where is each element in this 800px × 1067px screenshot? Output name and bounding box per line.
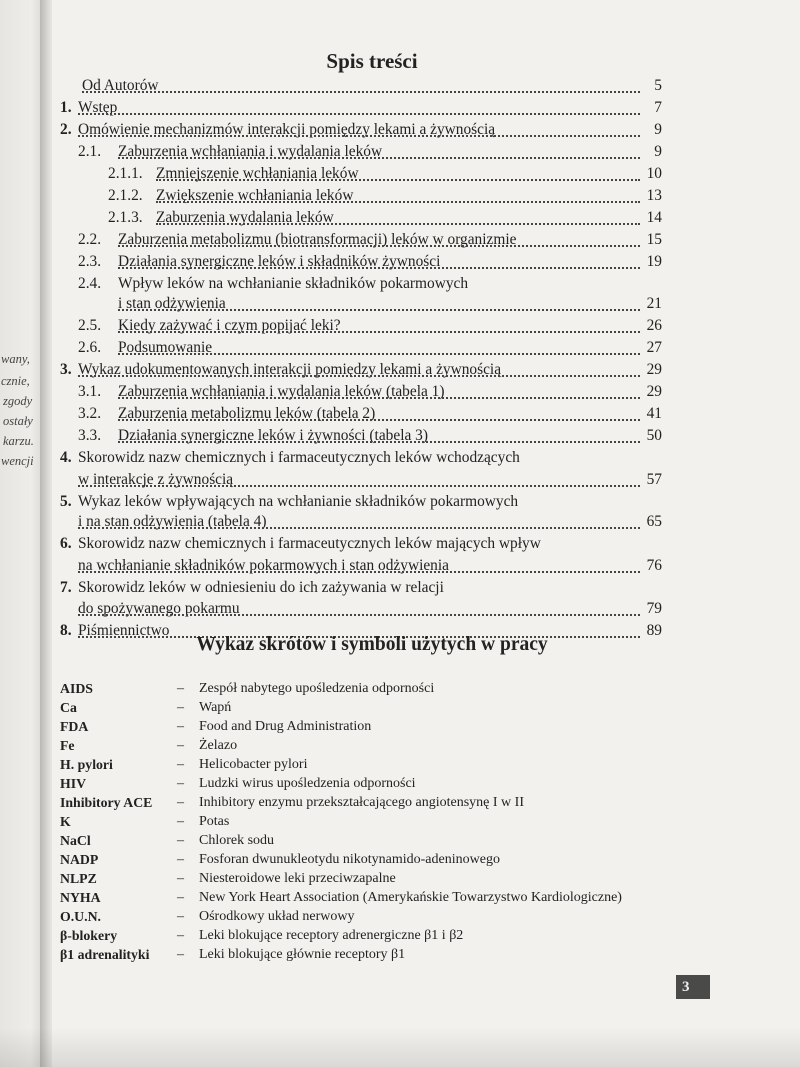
toc-entry-page: 5 [650,76,662,96]
toc-entry-number: 7. [60,579,72,596]
toc-entry [52,98,662,118]
toc-entry-label-line2: i na stan odżywienia (tabela 4) [78,512,272,532]
toc-entry [52,208,662,228]
abbreviation-dash: – [177,833,184,848]
toc-entry-number: 2.1.2. [108,187,143,204]
toc-entry [52,360,662,380]
abbreviation-dash: – [177,738,184,753]
abbreviation-dash: – [177,795,184,810]
toc-entry-page: 10 [643,164,662,184]
abbreviation-key: Inhibitory ACE [60,795,153,810]
abbreviation-value: Niesteroidowe leki przeciwzapalne [199,871,396,886]
abbreviation-key: NaCl [60,833,91,848]
toc-entry-number: 2.2. [78,231,102,248]
toc-entry [52,120,662,140]
abbreviation-dash: – [177,852,184,867]
toc-entry-page: 19 [643,252,662,272]
toc-entry-page: 76 [643,556,662,576]
toc-entry-label: Kiedy zażywać i czym popijać leki? [118,316,347,336]
toc-entry-number: 2.1.3. [108,209,143,226]
abbreviation-key: HIV [60,776,87,791]
abbreviation-dash: – [177,681,184,696]
toc-entry-page: 65 [643,512,662,532]
toc-entry-continuation [52,599,662,619]
abbreviation-value: Ludzki wirus upośledzenia odporności [199,776,416,791]
abbreviation-dash: – [177,909,184,924]
abbreviation-dash: – [177,890,184,905]
toc-entry [52,186,662,206]
toc-entry-continuation [52,556,662,576]
toc-entry [52,164,662,184]
abbreviation-dash: – [177,700,184,715]
toc-entry-label-line2: w interakcje z żywnością [78,470,239,490]
toc-entry-page: 21 [643,294,662,314]
abbreviation-value: Żelazo [199,738,238,753]
toc-entry-page: 27 [643,338,662,358]
toc-entry [52,252,662,272]
toc-entry-page: 89 [643,621,662,641]
abbreviation-value: Potas [199,814,230,829]
toc-entry-page: 79 [643,599,662,619]
page-number-badge: 3 [676,975,710,999]
abbreviation-key: H. pylori [60,757,113,772]
abbreviation-value: Food and Drug Administration [199,719,372,734]
toc-entry [52,338,662,358]
toc-entry-page: 41 [643,404,662,424]
toc-entry-number: 3.3. [78,427,102,444]
toc-entry-number: 2. [60,121,72,138]
toc-entry-number: 3.2. [78,405,102,422]
toc-entry-number: 3. [60,361,72,378]
abbreviation-key: β1 adrenalityki [60,947,150,962]
toc-entry-continuation [52,470,662,490]
toc-entry [52,142,662,162]
toc-entry-label-line2: na wchłanianie składników pokarmowych i stan odżywienia [78,556,455,576]
left-page-text: wany, [1,352,30,366]
abbreviation-value: Zespół nabytego upośledzenia odporności [199,681,435,696]
toc-entry-page: 14 [643,208,662,228]
toc-entry [52,274,662,294]
toc-entry-number: 1. [60,99,72,116]
abbreviation-dash: – [177,871,184,886]
toc-entry [52,578,662,598]
toc-entry-number: 2.4. [78,275,102,292]
left-page-text: zgody [3,394,33,408]
toc-entry-label: Od Autorów [82,76,165,96]
toc-entry [52,76,662,96]
toc-entry-number: 2.1. [78,143,102,160]
toc-entry-number: 6. [60,535,72,552]
toc-entry-label: Zwiększenie wchłaniania leków [156,186,359,206]
toc-entry-number: 2.6. [78,339,102,356]
toc-entry-label: Podsumowanie [118,338,218,358]
abbreviation-value: New York Heart Association (Amerykańskie Towarzystwo Kardiologiczne) [199,890,622,905]
abbreviations-title: Wykaz skrótów i symboli użytych w pracy [196,634,548,655]
left-page-text: ostały [3,414,33,428]
abbreviation-dash: – [177,928,184,943]
toc-entry-label: Zaburzenia metabolizmu (biotransformacji) leków w organizmie [118,230,522,250]
toc-entry [52,492,662,512]
toc-entry-label: Zaburzenia wydalania leków [156,208,340,228]
left-page-edge [0,0,44,1067]
toc-entry-page: 9 [650,142,662,162]
contents-title: Spis treści [326,49,418,73]
toc-entry-label: Skorowidz leków w odniesieniu do ich zażywania w relacji [78,578,450,598]
left-page-text: karzu. [3,434,34,448]
abbreviation-value: Leki blokujące głównie receptory β1 [199,947,406,962]
abbreviation-value: Fosforan dwunukleotydu nikotynamido-adeninowego [199,852,500,867]
toc-entry-number: 2.3. [78,253,102,270]
toc-entry-number: 8. [60,622,72,639]
toc-entry-label: Zaburzenia wchłaniania i wydalania leków (tabela 1) [118,382,450,402]
toc-entry-label: Skorowidz nazw chemicznych i farmaceutycznych leków mających wpływ [78,534,547,554]
toc-entry-label: Wstęp [78,98,123,118]
page-bottom-shadow [0,1027,800,1067]
abbreviation-value: Wapń [199,700,232,715]
abbreviation-key: NYHA [60,890,101,905]
toc-entry-label: Skorowidz nazw chemicznych i farmaceutycznych leków wchodzących [78,448,526,468]
abbreviation-value: Ośrodkowy układ nerwowy [199,909,355,924]
abbreviation-key: K [60,814,71,829]
abbreviation-key: NLPZ [60,871,97,886]
toc-entry-page: 29 [643,360,662,380]
abbreviation-value: Chlorek sodu [199,833,275,848]
toc-entry-number: 2.1.1. [108,165,143,182]
abbreviation-key: Fe [60,738,75,753]
left-page-text: wencji [1,454,34,468]
abbreviation-value: Inhibitory enzymu przekształcającego angiotensynę I w II [199,795,524,810]
toc-entry-label: Wykaz udokumentowanych interakcji pomiędzy lekami a żywnością [78,360,507,380]
left-page-text: cznie, [1,374,30,388]
toc-entry [52,230,662,250]
abbreviation-dash: – [177,947,184,962]
abbreviation-key: AIDS [60,681,93,696]
toc-entry-label: Omówienie mechanizmów interakcji pomiędzy lekami a żywnością [78,120,501,140]
toc-entry-label: Zmniejszenie wchłaniania leków [156,164,365,184]
toc-entry-page: 50 [643,426,662,446]
abbreviation-key: NADP [60,852,99,867]
toc-entry-number: 5. [60,493,72,510]
toc-entry-page: 15 [643,230,662,250]
toc-entry-page: 26 [643,316,662,336]
toc-entry [52,426,662,446]
abbreviation-key: Ca [60,700,77,715]
toc-entry-label-line2: do spożywanego pokarmu [78,599,246,619]
toc-entry-label-line2: i stan odżywienia [118,294,232,314]
toc-entry [52,316,662,336]
toc-entry [52,404,662,424]
toc-entry-label: Wpływ leków na wchłanianie składników pokarmowych [118,274,474,294]
toc-entry [52,382,662,402]
toc-entry-page: 7 [650,98,662,118]
toc-entry-continuation [52,294,662,314]
toc-entry-label: Wykaz leków wpływających na wchłanianie składników pokarmowych [78,492,524,512]
toc-entry-page: 29 [643,382,662,402]
abbreviation-value: Leki blokujące receptory adrenergiczne β1 i β2 [199,928,464,943]
toc-entry [52,448,662,468]
toc-entry-page: 9 [650,120,662,140]
toc-entry-number: 2.5. [78,317,102,334]
toc-entry-label: Zaburzenia metabolizmu leków (tabela 2) [118,404,381,424]
toc-entry-continuation [52,512,662,532]
abbreviation-key: O.U.N. [60,909,102,924]
abbreviation-value: Helicobacter pylori [199,757,308,772]
toc-entry-page: 13 [643,186,662,206]
abbreviation-dash: – [177,719,184,734]
toc-entry-page: 57 [643,470,662,490]
toc-entry-label: Działania synergiczne leków i żywności (tabela 3) [118,426,434,446]
toc-entry [52,534,662,554]
toc-entry-label: Piśmiennictwo [78,621,176,641]
abbreviation-key: β-blokery [60,928,118,943]
toc-entry-number: 3.1. [78,383,102,400]
abbreviation-dash: – [177,776,184,791]
toc-entry-label: Działania synergiczne leków i składników żywności [118,252,446,272]
toc-entry-label: Zaburzenia wchłaniania i wydalania leków [118,142,388,162]
abbreviation-dash: – [177,757,184,772]
toc-entry-number: 4. [60,449,72,466]
abbreviation-key: FDA [60,719,89,734]
abbreviation-dash: – [177,814,184,829]
